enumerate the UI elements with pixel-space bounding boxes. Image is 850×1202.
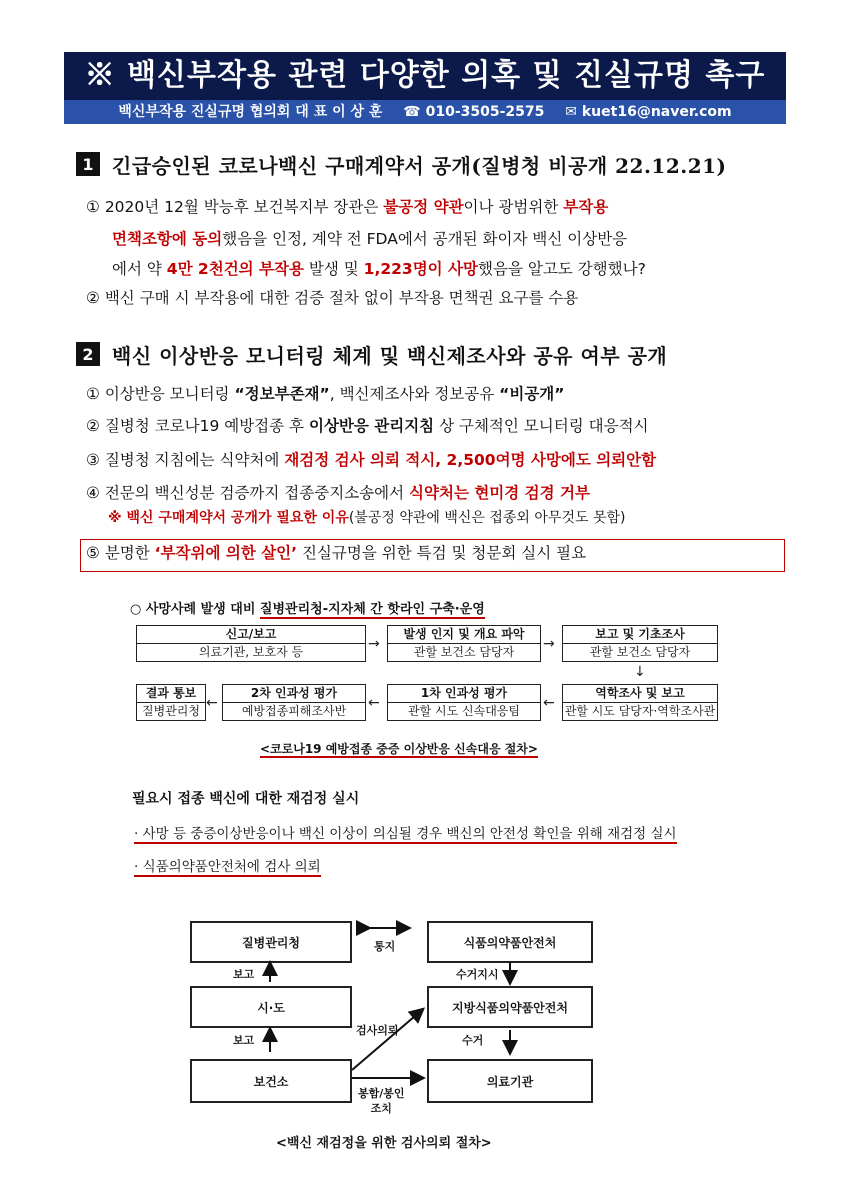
inspection-arrow (352, 1010, 422, 1070)
section-title: 백신 이상반응 모니터링 체계 및 백신제조사와 공유 여부 공개 (112, 343, 668, 368)
recall-order-label: 수거지시 (456, 968, 499, 981)
box-kdca: 질병관리청 (190, 921, 352, 963)
flow-box-causality-2: 2차 인과성 평가 예방접종피해조사반 (222, 684, 366, 721)
s2-item3: ③ 질병청 지침에는 식약처에 재검정 검사 의뢰 적시, 2,500여명 사망에도 의뢰안함 (86, 451, 657, 469)
page-title-banner: ※ 백신부작용 관련 다양한 의혹 및 진실규명 촉구 (64, 52, 786, 100)
s1-item1-line3: 에서 약 4만 2천건의 부작용 발생 및 1,223명이 사망했음을 알고도 강행했나? (112, 260, 646, 278)
s2-item5: ⑤ 분명한 ‘부작위에 의한 살인’ 진실규명을 위한 특검 및 청문회 실시 필요 (86, 544, 587, 562)
box-medical-institution: 의료기관 (427, 1059, 593, 1103)
arrow-left-icon: ← (543, 695, 555, 711)
contact-bar (64, 100, 786, 124)
section-2-heading (76, 338, 667, 370)
flow-box-epidemiology: 역학조사 및 보고 관할 시도 담당자·역학조사관 (562, 684, 718, 721)
s2-item4: ④ 전문의 백신성분 검증까지 접종중지소송에서 식약처는 현미경 검경 거부 (86, 484, 590, 502)
report-label-1: 보고 (233, 968, 255, 981)
flow1-heading: ○ 사망사례 발생 대비 질병관리청-지자체 간 핫라인 구축·운영 (130, 602, 485, 617)
email-address: ✉ kuet16@naver.com (565, 104, 732, 120)
phone-number: ☎ 010-3505-2575 (403, 104, 545, 120)
org-name: 백신부작용 진실규명 협의회 대 표 이 상 훈 (118, 104, 383, 120)
inspection-label: 검사의뢰 (356, 1024, 399, 1037)
notify-label: 통지 (374, 940, 396, 953)
flow-box-report: 신고/보고 의료기관, 보호자 등 (136, 625, 366, 662)
retest-bullet-2: · 식품의약품안전처에 검사 의뢰 (134, 859, 321, 875)
s1-item1-line1: ① 2020년 12월 박능후 보건복지부 장관은 불공정 약관이나 광범위한 부작용 (86, 198, 609, 216)
retest-bullet-1: · 사망 등 중증이상반응이나 백신 이상이 의심될 경우 백신의 안전성 확인을 위해 재검정 실시 (134, 826, 677, 842)
arrow-right-icon: → (368, 636, 380, 652)
box-health-center: 보건소 (190, 1059, 352, 1103)
flow-box-basic-survey: 보고 및 기초조사 관할 보건소 담당자 (562, 625, 718, 662)
section-number: 1 (76, 152, 100, 176)
s2-item1: ① 이상반응 모니터링 “정보부존재”, 백신제조사와 정보공유 “비공개” (86, 385, 565, 403)
box-mfds: 식품의약품안전처 (427, 921, 593, 963)
flow-box-awareness: 발생 인지 및 개요 파악 관할 보건소 담당자 (387, 625, 541, 662)
flow-box-result: 결과 통보 질병관리청 (136, 684, 206, 721)
section-title: 긴급승인된 코로나백신 구매계약서 공개(질병청 비공개 22.12.21) (112, 153, 727, 178)
box-regional-mfds: 지방식품의약품안전처 (427, 986, 593, 1028)
arrow-left-icon: ← (368, 695, 380, 711)
section-number: 2 (76, 342, 100, 366)
report-label-2: 보고 (233, 1034, 255, 1047)
recall-label: 수거 (462, 1034, 484, 1047)
section-1-heading (76, 148, 727, 180)
s2-note: ※ 백신 구매계약서 공개가 필요한 이유(불공정 약관에 백신은 접종외 아무것도 못함) (108, 510, 626, 526)
seal-label: 봉함/봉인 조치 (358, 1087, 405, 1115)
flow-box-causality-1: 1차 인과성 평가 관할 시도 신속대응팀 (387, 684, 541, 721)
s2-item2: ② 질병청 코로나19 예방접종 후 이상반응 관리지침 상 구체적인 모니터링 대응적시 (86, 417, 649, 435)
s1-item1-line2: 면책조항에 동의했음을 인정, 계약 전 FDA에서 공개된 화이자 백신 이상반응 (112, 230, 628, 248)
retest-heading: 필요시 접종 백신에 대한 재검정 실시 (132, 791, 360, 807)
box-sido: 시·도 (190, 986, 352, 1028)
arrow-right-icon: → (543, 636, 555, 652)
s1-item2: ② 백신 구매 시 부작용에 대한 검증 절차 없이 부작용 면책권 요구를 수용 (86, 289, 579, 307)
flow2-caption: <백신 재검정을 위한 검사의뢰 절차> (276, 1136, 492, 1151)
arrow-down-icon: ↓ (634, 664, 646, 680)
flow1-caption: <코로나19 예방접종 중증 이상반응 신속대응 절차> (260, 742, 538, 756)
arrow-left-icon: ← (206, 695, 218, 711)
